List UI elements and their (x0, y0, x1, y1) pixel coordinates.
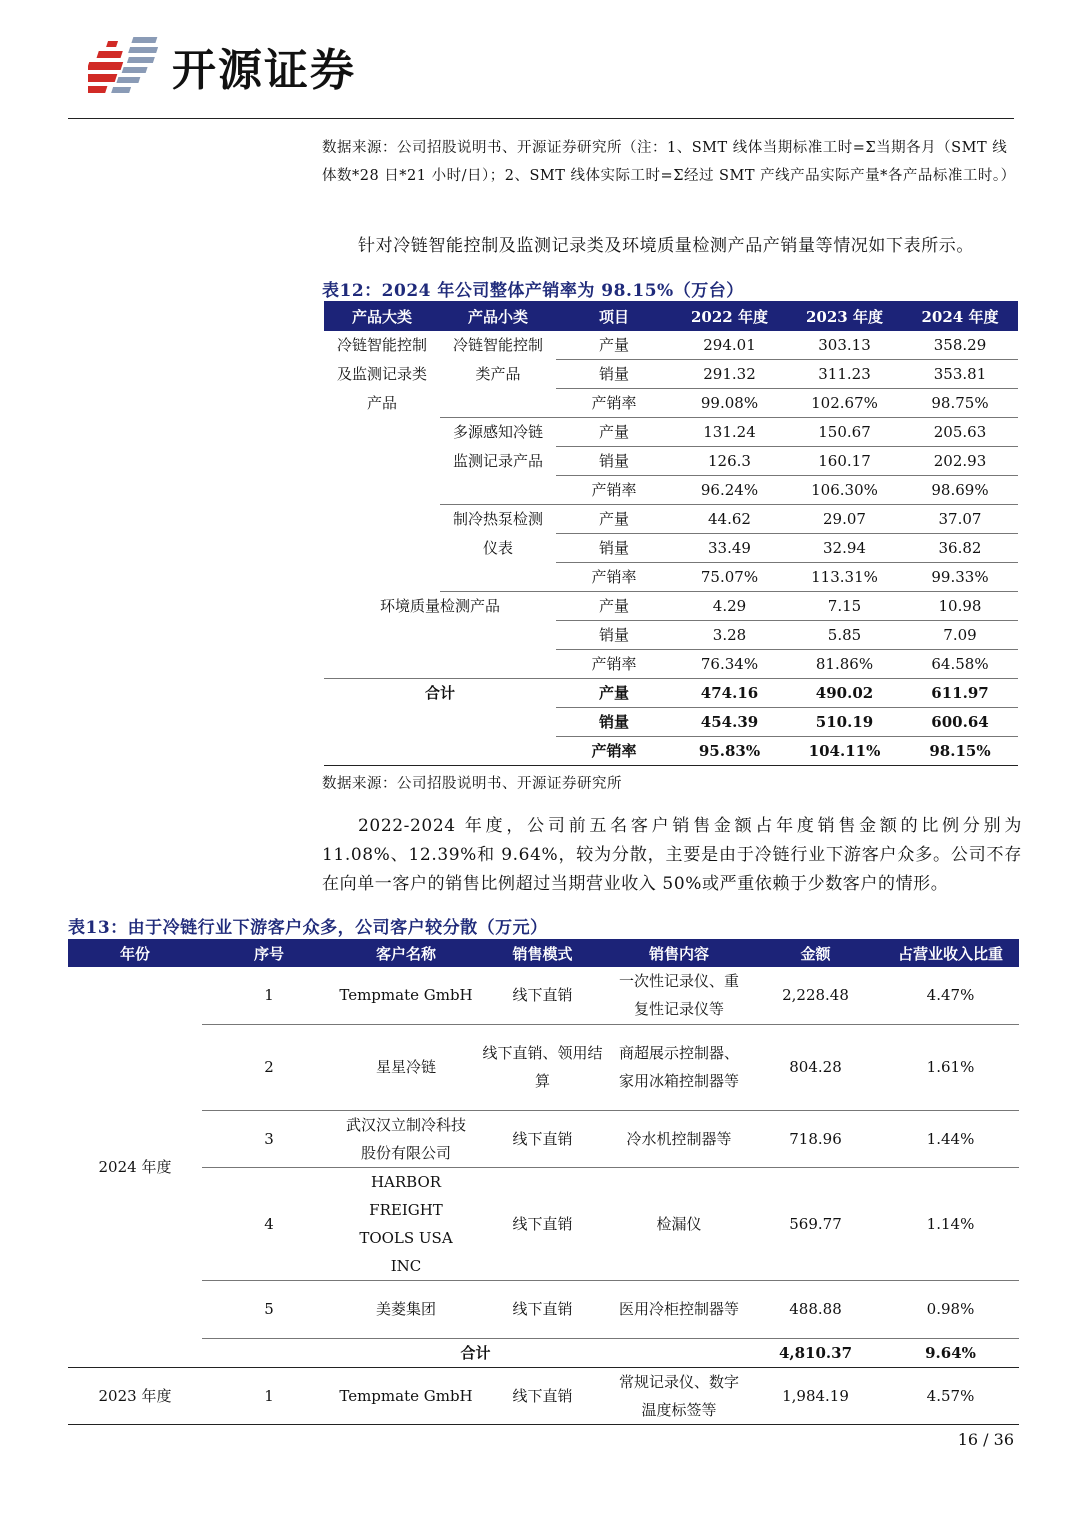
share-cell: 1.61% (882, 1024, 1019, 1110)
footer-rule (68, 1424, 1014, 1425)
page-number: 16 / 36 (957, 1430, 1014, 1449)
source-note-2: 数据来源：公司招股说明书、开源证券研究所 (322, 776, 622, 792)
content-cell: 一次性记录仪、重复性记录仪等 (609, 967, 749, 1024)
value-cell: 102.67% (787, 389, 902, 418)
item-cell: 产量 (556, 418, 672, 447)
table12-header: 产品大类 (324, 301, 440, 331)
share-cell: 4.57% (882, 1367, 1019, 1424)
table-row (324, 679, 1018, 708)
value-cell: 126.3 (672, 447, 787, 476)
category-cell: 冷链智能控制及监测记录类产品 (336, 336, 427, 412)
table12-header: 2023 年度 (787, 301, 902, 331)
table-row (324, 331, 1018, 360)
no-cell: 3 (202, 1110, 336, 1167)
header-rule (68, 118, 1014, 119)
item-cell: 产量 (556, 679, 672, 708)
mode-cell: 线下直销 (476, 1280, 609, 1338)
value-cell: 10.98 (902, 592, 1018, 621)
value-cell: 113.31% (787, 563, 902, 592)
value-cell: 104.11% (787, 737, 902, 766)
mode-cell: 线下直销 (476, 967, 609, 1024)
value-cell: 131.24 (672, 418, 787, 447)
content-cell: 冷水机控制器等 (609, 1110, 749, 1167)
content-cell: 检漏仪 (609, 1167, 749, 1280)
amount-cell: 2,228.48 (749, 967, 882, 1024)
value-cell: 291.32 (672, 360, 787, 389)
item-cell: 产量 (556, 331, 672, 360)
value-cell: 99.08% (672, 389, 787, 418)
amount-cell: 569.77 (749, 1167, 882, 1280)
table13-header: 金额 (749, 939, 882, 967)
value-cell: 311.23 (787, 360, 902, 389)
mode-cell: 线下直销、领用结算 (476, 1024, 609, 1110)
table13-header: 销售模式 (476, 939, 609, 967)
content-cell: 医用冷柜控制器等 (609, 1280, 749, 1338)
value-cell: 44.62 (672, 505, 787, 534)
value-cell: 98.69% (902, 476, 1018, 505)
amount-cell: 718.96 (749, 1110, 882, 1167)
item-cell: 销量 (556, 621, 672, 650)
value-cell: 106.30% (787, 476, 902, 505)
subcategory-cell: 冷链智能控制类产品 (440, 331, 556, 418)
value-cell: 81.86% (787, 650, 902, 679)
value-cell: 5.85 (787, 621, 902, 650)
value-cell: 474.16 (672, 679, 787, 708)
logo-icon (88, 35, 162, 97)
table-row (68, 1167, 1019, 1280)
customer-cell: 美菱集团 (336, 1280, 476, 1338)
logo (88, 34, 356, 98)
customer-cell: HARBOR FREIGHT TOOLS USA INC (336, 1167, 476, 1280)
year-cell: 2024 年度 (68, 967, 202, 1367)
item-cell: 销量 (556, 360, 672, 389)
value-cell: 95.83% (672, 737, 787, 766)
mode-cell: 线下直销 (476, 1110, 609, 1167)
content-cell: 商超展示控制器、家用冰箱控制器等 (609, 1024, 749, 1110)
table-row (68, 1338, 1019, 1367)
share-cell: 0.98% (882, 1280, 1019, 1338)
value-cell: 75.07% (672, 563, 787, 592)
paragraph-1: 针对冷链智能控制及监测记录类及环境质量检测产品产销量等情况如下表所示。 (358, 236, 974, 256)
value-cell: 303.13 (787, 331, 902, 360)
value-cell: 600.64 (902, 708, 1018, 737)
value-cell: 96.24% (672, 476, 787, 505)
customer-cell: 武汉汉立制冷科技股份有限公司 (336, 1110, 476, 1167)
table-row (324, 592, 1018, 621)
value-cell: 358.29 (902, 331, 1018, 360)
value-cell: 510.19 (787, 708, 902, 737)
content-cell: 常规记录仪、数字温度标签等 (609, 1367, 749, 1424)
table-row (68, 1367, 1019, 1424)
subcategory-cell: 多源感知冷链监测记录产品 (440, 418, 556, 505)
table-row (68, 1110, 1019, 1167)
table-row (68, 1280, 1019, 1338)
table12-header: 项目 (556, 301, 672, 331)
table12 (324, 301, 1018, 766)
item-cell: 产量 (556, 505, 672, 534)
value-cell: 36.82 (902, 534, 1018, 563)
table13-header: 销售内容 (609, 939, 749, 967)
mode-cell: 线下直销 (476, 1167, 609, 1280)
value-cell: 150.67 (787, 418, 902, 447)
item-cell: 产销率 (556, 563, 672, 592)
category-cell: 环境质量检测产品 (324, 592, 556, 679)
value-cell: 29.07 (787, 505, 902, 534)
item-cell: 销量 (556, 534, 672, 563)
value-cell: 4.29 (672, 592, 787, 621)
customer-cell: Tempmate GmbH (336, 1367, 476, 1424)
no-cell: 5 (202, 1280, 336, 1338)
item-cell: 产量 (556, 592, 672, 621)
no-cell: 1 (202, 1367, 336, 1424)
table13-header: 年份 (68, 939, 202, 967)
table12-header-row (324, 301, 1018, 331)
value-cell: 294.01 (672, 331, 787, 360)
value-cell: 7.09 (902, 621, 1018, 650)
table-row (68, 1024, 1019, 1110)
table12-header: 2022 年度 (672, 301, 787, 331)
amount-cell: 488.88 (749, 1280, 882, 1338)
value-cell: 98.75% (902, 389, 1018, 418)
paragraph-2: 2022-2024 年度，公司前五名客户销售金额占年度销售金额的比例分别为 11.08%、12.39%和 9.64%，较为分散，主要是由于冷链行业下游客户众多。公司不存在向单一客户的销售比例超过当期营业收入 50%或严重依赖于少数客户的情形。 (322, 816, 1022, 894)
value-cell: 202.93 (902, 447, 1018, 476)
amount-cell: 1,984.19 (749, 1367, 882, 1424)
total-label: 合计 (324, 679, 556, 766)
value-cell: 490.02 (787, 679, 902, 708)
item-cell: 销量 (556, 447, 672, 476)
value-cell: 98.15% (902, 737, 1018, 766)
table13-caption: 表13：由于冷链行业下游客户众多，公司客户较分散（万元） (68, 918, 548, 938)
item-cell: 产销率 (556, 389, 672, 418)
value-cell: 205.63 (902, 418, 1018, 447)
table13 (68, 939, 1019, 1425)
share-cell: 1.44% (882, 1110, 1019, 1167)
source-note-1: 数据来源：公司招股说明书、开源证券研究所（注：1、SMT 线体当期标准工时=Σ当期各月（SMT 线体数*28 日*21 小时/日）；2、SMT 线体实际工时=Σ经过 SMT 产线产品实际产量*各产品标准工时。） (322, 140, 1016, 184)
value-cell: 64.58% (902, 650, 1018, 679)
total-label: 合计 (202, 1338, 749, 1367)
share-cell: 4.47% (882, 967, 1019, 1024)
logo-text: 开源证券 (172, 45, 356, 96)
value-cell: 160.17 (787, 447, 902, 476)
table12-header: 2024 年度 (902, 301, 1018, 331)
value-cell: 7.15 (787, 592, 902, 621)
year-cell: 2023 年度 (68, 1367, 202, 1424)
value-cell: 353.81 (902, 360, 1018, 389)
value-cell: 3.28 (672, 621, 787, 650)
table13-header: 占营业收入比重 (882, 939, 1019, 967)
value-cell: 76.34% (672, 650, 787, 679)
subcategory-cell: 制冷热泵检测仪表 (440, 505, 556, 592)
value-cell: 37.07 (902, 505, 1018, 534)
table12-caption: 表12：2024 年公司整体产销率为 98.15%（万台） (322, 281, 744, 301)
item-cell: 产销率 (556, 650, 672, 679)
customer-cell: Tempmate GmbH (336, 967, 476, 1024)
no-cell: 4 (202, 1167, 336, 1280)
no-cell: 2 (202, 1024, 336, 1110)
value-cell: 99.33% (902, 563, 1018, 592)
table12-header: 产品小类 (440, 301, 556, 331)
table13-header: 客户名称 (336, 939, 476, 967)
value-cell: 33.49 (672, 534, 787, 563)
value-cell: 32.94 (787, 534, 902, 563)
no-cell: 1 (202, 967, 336, 1024)
value-cell: 611.97 (902, 679, 1018, 708)
amount-cell: 804.28 (749, 1024, 882, 1110)
total-share: 9.64% (882, 1338, 1019, 1367)
mode-cell: 线下直销 (476, 1367, 609, 1424)
share-cell: 1.14% (882, 1167, 1019, 1280)
item-cell: 销量 (556, 708, 672, 737)
customer-cell: 星星冷链 (336, 1024, 476, 1110)
item-cell: 产销率 (556, 476, 672, 505)
table-row (68, 967, 1019, 1024)
table13-header-row (68, 939, 1019, 967)
item-cell: 产销率 (556, 737, 672, 766)
total-amount: 4,810.37 (749, 1338, 882, 1367)
value-cell: 454.39 (672, 708, 787, 737)
table13-header: 序号 (202, 939, 336, 967)
